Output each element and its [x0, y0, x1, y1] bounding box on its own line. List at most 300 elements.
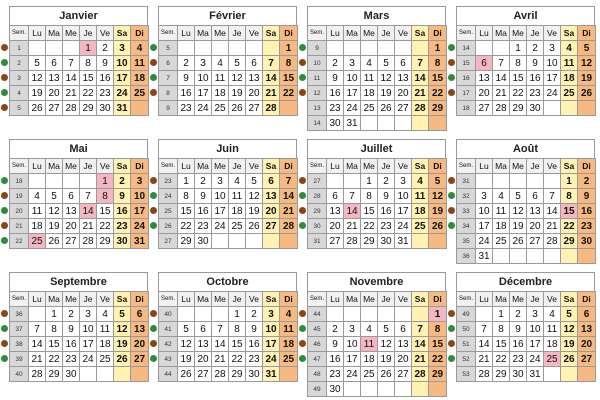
day-cell[interactable]: 16: [97, 71, 114, 86]
day-cell[interactable]: 1: [361, 174, 378, 189]
day-cell[interactable]: 16: [578, 204, 596, 219]
day-cell[interactable]: 10: [131, 189, 149, 204]
day-cell[interactable]: 10: [212, 189, 229, 204]
day-cell[interactable]: 20: [246, 86, 263, 101]
day-cell[interactable]: 12: [378, 71, 395, 86]
day-cell[interactable]: 1: [80, 41, 97, 56]
day-cell[interactable]: 10: [544, 56, 561, 71]
day-cell[interactable]: 18: [29, 219, 46, 234]
day-cell[interactable]: 23: [195, 219, 212, 234]
day-cell[interactable]: 15: [561, 204, 578, 219]
day-cell[interactable]: 14: [63, 71, 80, 86]
day-cell[interactable]: 7: [80, 189, 97, 204]
day-cell[interactable]: 11: [544, 322, 561, 337]
day-cell[interactable]: 10: [527, 322, 544, 337]
day-cell[interactable]: 19: [578, 71, 596, 86]
day-cell[interactable]: 9: [327, 71, 344, 86]
day-cell[interactable]: 12: [46, 204, 63, 219]
day-cell[interactable]: 9: [195, 189, 212, 204]
day-cell[interactable]: 10: [195, 71, 212, 86]
day-cell[interactable]: 18: [97, 337, 114, 352]
day-cell[interactable]: 10: [114, 56, 131, 71]
day-cell[interactable]: 3: [544, 41, 561, 56]
day-cell[interactable]: 14: [263, 71, 280, 86]
day-cell[interactable]: 28: [412, 101, 429, 116]
day-cell[interactable]: 10: [80, 322, 97, 337]
day-cell[interactable]: 8: [510, 56, 527, 71]
day-cell[interactable]: 11: [280, 322, 298, 337]
day-cell[interactable]: 8: [429, 56, 447, 71]
day-cell[interactable]: 24: [212, 219, 229, 234]
day-cell[interactable]: 31: [476, 249, 493, 264]
day-cell[interactable]: 22: [429, 352, 447, 367]
day-cell[interactable]: 25: [561, 86, 578, 101]
day-cell[interactable]: 17: [195, 86, 212, 101]
day-cell[interactable]: 8: [493, 322, 510, 337]
day-cell[interactable]: 4: [29, 189, 46, 204]
day-cell[interactable]: 25: [544, 352, 561, 367]
day-cell[interactable]: 5: [429, 174, 447, 189]
day-cell[interactable]: 15: [429, 337, 447, 352]
day-cell[interactable]: 23: [97, 86, 114, 101]
day-cell[interactable]: 25: [493, 234, 510, 249]
day-cell[interactable]: 13: [395, 71, 412, 86]
day-cell[interactable]: 25: [229, 219, 246, 234]
day-cell[interactable]: 24: [114, 86, 131, 101]
day-cell[interactable]: 6: [578, 307, 596, 322]
day-cell[interactable]: 29: [429, 367, 447, 382]
day-cell[interactable]: 26: [378, 101, 395, 116]
day-cell[interactable]: 30: [578, 234, 596, 249]
day-cell[interactable]: 9: [327, 337, 344, 352]
day-cell[interactable]: 11: [361, 71, 378, 86]
day-cell[interactable]: 17: [131, 204, 149, 219]
day-cell[interactable]: 12: [429, 189, 447, 204]
day-cell[interactable]: 16: [327, 86, 344, 101]
day-cell[interactable]: 17: [263, 337, 280, 352]
day-cell[interactable]: 24: [395, 219, 412, 234]
day-cell[interactable]: 8: [561, 189, 578, 204]
day-cell[interactable]: 24: [344, 367, 361, 382]
day-cell[interactable]: 15: [361, 204, 378, 219]
day-cell[interactable]: 2: [97, 41, 114, 56]
day-cell[interactable]: 9: [246, 322, 263, 337]
day-cell[interactable]: 28: [80, 234, 97, 249]
day-cell[interactable]: 11: [29, 204, 46, 219]
day-cell[interactable]: 18: [229, 204, 246, 219]
day-cell[interactable]: 27: [327, 234, 344, 249]
day-cell[interactable]: 28: [344, 234, 361, 249]
day-cell[interactable]: 16: [63, 337, 80, 352]
day-cell[interactable]: 16: [327, 352, 344, 367]
day-cell[interactable]: 23: [378, 219, 395, 234]
day-cell[interactable]: 15: [97, 204, 114, 219]
day-cell[interactable]: 20: [131, 337, 149, 352]
day-cell[interactable]: 27: [195, 367, 212, 382]
day-cell[interactable]: 5: [114, 307, 131, 322]
day-cell[interactable]: 12: [578, 56, 596, 71]
day-cell[interactable]: 17: [527, 337, 544, 352]
day-cell[interactable]: 12: [229, 71, 246, 86]
day-cell[interactable]: 28: [544, 234, 561, 249]
day-cell[interactable]: 23: [578, 219, 596, 234]
day-cell[interactable]: 5: [46, 189, 63, 204]
day-cell[interactable]: 14: [29, 337, 46, 352]
day-cell[interactable]: 24: [131, 219, 149, 234]
day-cell[interactable]: 1: [510, 41, 527, 56]
day-cell[interactable]: 30: [195, 234, 212, 249]
day-cell[interactable]: 9: [114, 189, 131, 204]
day-cell[interactable]: 27: [476, 101, 493, 116]
day-cell[interactable]: 6: [195, 322, 212, 337]
day-cell[interactable]: 14: [476, 337, 493, 352]
day-cell[interactable]: 26: [229, 101, 246, 116]
day-cell[interactable]: 12: [178, 337, 195, 352]
day-cell[interactable]: 13: [263, 189, 280, 204]
day-cell[interactable]: 4: [229, 174, 246, 189]
day-cell[interactable]: 19: [510, 219, 527, 234]
day-cell[interactable]: 13: [63, 204, 80, 219]
day-cell[interactable]: 4: [361, 56, 378, 71]
day-cell[interactable]: 2: [527, 41, 544, 56]
day-cell[interactable]: 23: [114, 219, 131, 234]
day-cell[interactable]: 28: [263, 101, 280, 116]
day-cell[interactable]: 29: [361, 234, 378, 249]
day-cell[interactable]: 13: [46, 71, 63, 86]
day-cell[interactable]: 30: [327, 116, 344, 131]
day-cell[interactable]: 16: [246, 337, 263, 352]
day-cell[interactable]: 21: [280, 204, 298, 219]
day-cell[interactable]: 23: [327, 367, 344, 382]
day-cell[interactable]: 25: [131, 86, 149, 101]
day-cell[interactable]: 6: [246, 56, 263, 71]
day-cell[interactable]: 11: [493, 204, 510, 219]
day-cell[interactable]: 19: [246, 204, 263, 219]
day-cell[interactable]: 25: [361, 101, 378, 116]
day-cell[interactable]: 3: [212, 174, 229, 189]
day-cell[interactable]: 29: [229, 367, 246, 382]
day-cell[interactable]: 13: [327, 204, 344, 219]
day-cell[interactable]: 16: [510, 337, 527, 352]
day-cell[interactable]: 13: [195, 337, 212, 352]
day-cell[interactable]: 20: [395, 86, 412, 101]
day-cell[interactable]: 7: [263, 56, 280, 71]
day-cell[interactable]: 8: [178, 189, 195, 204]
day-cell[interactable]: 22: [229, 352, 246, 367]
day-cell[interactable]: 23: [527, 86, 544, 101]
day-cell[interactable]: 13: [527, 204, 544, 219]
day-cell[interactable]: 20: [195, 352, 212, 367]
day-cell[interactable]: 26: [114, 352, 131, 367]
day-cell[interactable]: 29: [510, 101, 527, 116]
day-cell[interactable]: 27: [395, 367, 412, 382]
day-cell[interactable]: 4: [493, 189, 510, 204]
day-cell[interactable]: 6: [263, 174, 280, 189]
day-cell[interactable]: 26: [561, 352, 578, 367]
day-cell[interactable]: 18: [412, 204, 429, 219]
day-cell[interactable]: 30: [527, 101, 544, 116]
day-cell[interactable]: 11: [131, 56, 149, 71]
day-cell[interactable]: 3: [395, 174, 412, 189]
day-cell[interactable]: 1: [429, 307, 447, 322]
day-cell[interactable]: 10: [476, 204, 493, 219]
day-cell[interactable]: 2: [510, 307, 527, 322]
day-cell[interactable]: 13: [131, 322, 149, 337]
day-cell[interactable]: 13: [476, 71, 493, 86]
day-cell[interactable]: 11: [412, 189, 429, 204]
day-cell[interactable]: 27: [263, 219, 280, 234]
day-cell[interactable]: 29: [80, 101, 97, 116]
day-cell[interactable]: 15: [80, 71, 97, 86]
day-cell[interactable]: 28: [412, 367, 429, 382]
day-cell[interactable]: 23: [63, 352, 80, 367]
day-cell[interactable]: 1: [46, 307, 63, 322]
day-cell[interactable]: 25: [29, 234, 46, 249]
day-cell[interactable]: 15: [510, 71, 527, 86]
day-cell[interactable]: 18: [212, 86, 229, 101]
day-cell[interactable]: 8: [229, 322, 246, 337]
day-cell[interactable]: 21: [263, 86, 280, 101]
day-cell[interactable]: 24: [80, 352, 97, 367]
day-cell[interactable]: 11: [212, 71, 229, 86]
day-cell[interactable]: 4: [412, 174, 429, 189]
day-cell[interactable]: 25: [412, 219, 429, 234]
day-cell[interactable]: 28: [29, 367, 46, 382]
day-cell[interactable]: 22: [46, 352, 63, 367]
day-cell[interactable]: 6: [527, 189, 544, 204]
day-cell[interactable]: 22: [178, 219, 195, 234]
day-cell[interactable]: 22: [561, 219, 578, 234]
day-cell[interactable]: 30: [114, 234, 131, 249]
day-cell[interactable]: 24: [527, 352, 544, 367]
day-cell[interactable]: 3: [80, 307, 97, 322]
day-cell[interactable]: 19: [429, 204, 447, 219]
day-cell[interactable]: 18: [493, 219, 510, 234]
day-cell[interactable]: 14: [493, 71, 510, 86]
day-cell[interactable]: 11: [561, 56, 578, 71]
day-cell[interactable]: 21: [412, 86, 429, 101]
day-cell[interactable]: 6: [131, 307, 149, 322]
day-cell[interactable]: 13: [395, 337, 412, 352]
day-cell[interactable]: 9: [63, 322, 80, 337]
day-cell[interactable]: 13: [578, 322, 596, 337]
day-cell[interactable]: 14: [80, 204, 97, 219]
day-cell[interactable]: 30: [510, 367, 527, 382]
day-cell[interactable]: 10: [395, 189, 412, 204]
day-cell[interactable]: 3: [114, 41, 131, 56]
day-cell[interactable]: 19: [178, 352, 195, 367]
day-cell[interactable]: 21: [344, 219, 361, 234]
day-cell[interactable]: 26: [429, 219, 447, 234]
day-cell[interactable]: 14: [412, 337, 429, 352]
day-cell[interactable]: 26: [510, 234, 527, 249]
day-cell[interactable]: 7: [63, 56, 80, 71]
day-cell[interactable]: 9: [510, 322, 527, 337]
day-cell[interactable]: 19: [378, 86, 395, 101]
day-cell[interactable]: 30: [97, 101, 114, 116]
day-cell[interactable]: 19: [114, 337, 131, 352]
day-cell[interactable]: 27: [131, 352, 149, 367]
day-cell[interactable]: 24: [195, 101, 212, 116]
day-cell[interactable]: 27: [246, 101, 263, 116]
day-cell[interactable]: 22: [280, 86, 298, 101]
day-cell[interactable]: 15: [429, 71, 447, 86]
day-cell[interactable]: 2: [378, 174, 395, 189]
day-cell[interactable]: 3: [527, 307, 544, 322]
day-cell[interactable]: 5: [178, 322, 195, 337]
day-cell[interactable]: 21: [412, 352, 429, 367]
day-cell[interactable]: 19: [46, 219, 63, 234]
day-cell[interactable]: 27: [578, 352, 596, 367]
day-cell[interactable]: 21: [29, 352, 46, 367]
day-cell[interactable]: 31: [114, 101, 131, 116]
day-cell[interactable]: 5: [229, 56, 246, 71]
day-cell[interactable]: 25: [97, 352, 114, 367]
day-cell[interactable]: 21: [63, 86, 80, 101]
day-cell[interactable]: 30: [246, 367, 263, 382]
day-cell[interactable]: 1: [280, 41, 298, 56]
day-cell[interactable]: 14: [412, 71, 429, 86]
day-cell[interactable]: 8: [280, 56, 298, 71]
day-cell[interactable]: 18: [361, 352, 378, 367]
day-cell[interactable]: 16: [178, 86, 195, 101]
day-cell[interactable]: 23: [246, 352, 263, 367]
day-cell[interactable]: 26: [178, 367, 195, 382]
day-cell[interactable]: 2: [114, 174, 131, 189]
day-cell[interactable]: 17: [212, 204, 229, 219]
day-cell[interactable]: 6: [395, 56, 412, 71]
day-cell[interactable]: 1: [429, 41, 447, 56]
day-cell[interactable]: 17: [344, 352, 361, 367]
day-cell[interactable]: 15: [46, 337, 63, 352]
day-cell[interactable]: 17: [114, 71, 131, 86]
day-cell[interactable]: 7: [412, 322, 429, 337]
day-cell[interactable]: 11: [361, 337, 378, 352]
day-cell[interactable]: 11: [97, 322, 114, 337]
day-cell[interactable]: 28: [63, 101, 80, 116]
day-cell[interactable]: 12: [114, 322, 131, 337]
day-cell[interactable]: 2: [327, 322, 344, 337]
day-cell[interactable]: 20: [527, 219, 544, 234]
day-cell[interactable]: 22: [429, 86, 447, 101]
day-cell[interactable]: 26: [578, 86, 596, 101]
day-cell[interactable]: 19: [378, 352, 395, 367]
day-cell[interactable]: 3: [476, 189, 493, 204]
day-cell[interactable]: 1: [493, 307, 510, 322]
day-cell[interactable]: 4: [131, 41, 149, 56]
day-cell[interactable]: 19: [229, 86, 246, 101]
day-cell[interactable]: 3: [344, 322, 361, 337]
day-cell[interactable]: 31: [344, 116, 361, 131]
day-cell[interactable]: 4: [361, 322, 378, 337]
day-cell[interactable]: 28: [493, 101, 510, 116]
day-cell[interactable]: 7: [412, 56, 429, 71]
day-cell[interactable]: 29: [178, 234, 195, 249]
day-cell[interactable]: 27: [527, 234, 544, 249]
day-cell[interactable]: 29: [97, 234, 114, 249]
day-cell[interactable]: 30: [327, 382, 344, 397]
day-cell[interactable]: 3: [263, 307, 280, 322]
day-cell[interactable]: 21: [212, 352, 229, 367]
day-cell[interactable]: 14: [344, 204, 361, 219]
day-cell[interactable]: 26: [246, 219, 263, 234]
day-cell[interactable]: 2: [327, 56, 344, 71]
day-cell[interactable]: 8: [429, 322, 447, 337]
day-cell[interactable]: 1: [97, 174, 114, 189]
day-cell[interactable]: 3: [344, 56, 361, 71]
day-cell[interactable]: 6: [476, 56, 493, 71]
day-cell[interactable]: 8: [361, 189, 378, 204]
day-cell[interactable]: 30: [63, 367, 80, 382]
day-cell[interactable]: 15: [229, 337, 246, 352]
day-cell[interactable]: 15: [280, 71, 298, 86]
day-cell[interactable]: 20: [327, 219, 344, 234]
day-cell[interactable]: 23: [178, 101, 195, 116]
day-cell[interactable]: 8: [97, 189, 114, 204]
day-cell[interactable]: 16: [527, 71, 544, 86]
day-cell[interactable]: 16: [378, 204, 395, 219]
day-cell[interactable]: 12: [561, 322, 578, 337]
day-cell[interactable]: 18: [280, 337, 298, 352]
day-cell[interactable]: 24: [344, 101, 361, 116]
day-cell[interactable]: 12: [246, 189, 263, 204]
day-cell[interactable]: 29: [46, 367, 63, 382]
day-cell[interactable]: 19: [561, 337, 578, 352]
day-cell[interactable]: 1: [561, 174, 578, 189]
day-cell[interactable]: 9: [378, 189, 395, 204]
day-cell[interactable]: 2: [246, 307, 263, 322]
day-cell[interactable]: 3: [195, 56, 212, 71]
day-cell[interactable]: 25: [361, 367, 378, 382]
day-cell[interactable]: 30: [378, 234, 395, 249]
day-cell[interactable]: 17: [80, 337, 97, 352]
day-cell[interactable]: 7: [212, 322, 229, 337]
day-cell[interactable]: 23: [510, 352, 527, 367]
day-cell[interactable]: 12: [29, 71, 46, 86]
day-cell[interactable]: 19: [29, 86, 46, 101]
day-cell[interactable]: 3: [131, 174, 149, 189]
day-cell[interactable]: 7: [544, 189, 561, 204]
day-cell[interactable]: 17: [476, 219, 493, 234]
day-cell[interactable]: 12: [378, 337, 395, 352]
day-cell[interactable]: 13: [246, 71, 263, 86]
day-cell[interactable]: 22: [493, 352, 510, 367]
day-cell[interactable]: 29: [493, 367, 510, 382]
day-cell[interactable]: 4: [212, 56, 229, 71]
day-cell[interactable]: 18: [561, 71, 578, 86]
day-cell[interactable]: 27: [395, 101, 412, 116]
day-cell[interactable]: 20: [395, 352, 412, 367]
day-cell[interactable]: 7: [476, 322, 493, 337]
day-cell[interactable]: 26: [46, 234, 63, 249]
day-cell[interactable]: 8: [80, 56, 97, 71]
day-cell[interactable]: 14: [212, 337, 229, 352]
day-cell[interactable]: 15: [178, 204, 195, 219]
day-cell[interactable]: 6: [46, 56, 63, 71]
day-cell[interactable]: 2: [578, 174, 596, 189]
day-cell[interactable]: 31: [527, 367, 544, 382]
day-cell[interactable]: 5: [378, 56, 395, 71]
day-cell[interactable]: 5: [510, 189, 527, 204]
day-cell[interactable]: 9: [178, 71, 195, 86]
day-cell[interactable]: 4: [280, 307, 298, 322]
day-cell[interactable]: 22: [361, 219, 378, 234]
day-cell[interactable]: 28: [476, 367, 493, 382]
day-cell[interactable]: 11: [229, 189, 246, 204]
day-cell[interactable]: 6: [63, 189, 80, 204]
day-cell[interactable]: 17: [544, 71, 561, 86]
day-cell[interactable]: 22: [97, 219, 114, 234]
